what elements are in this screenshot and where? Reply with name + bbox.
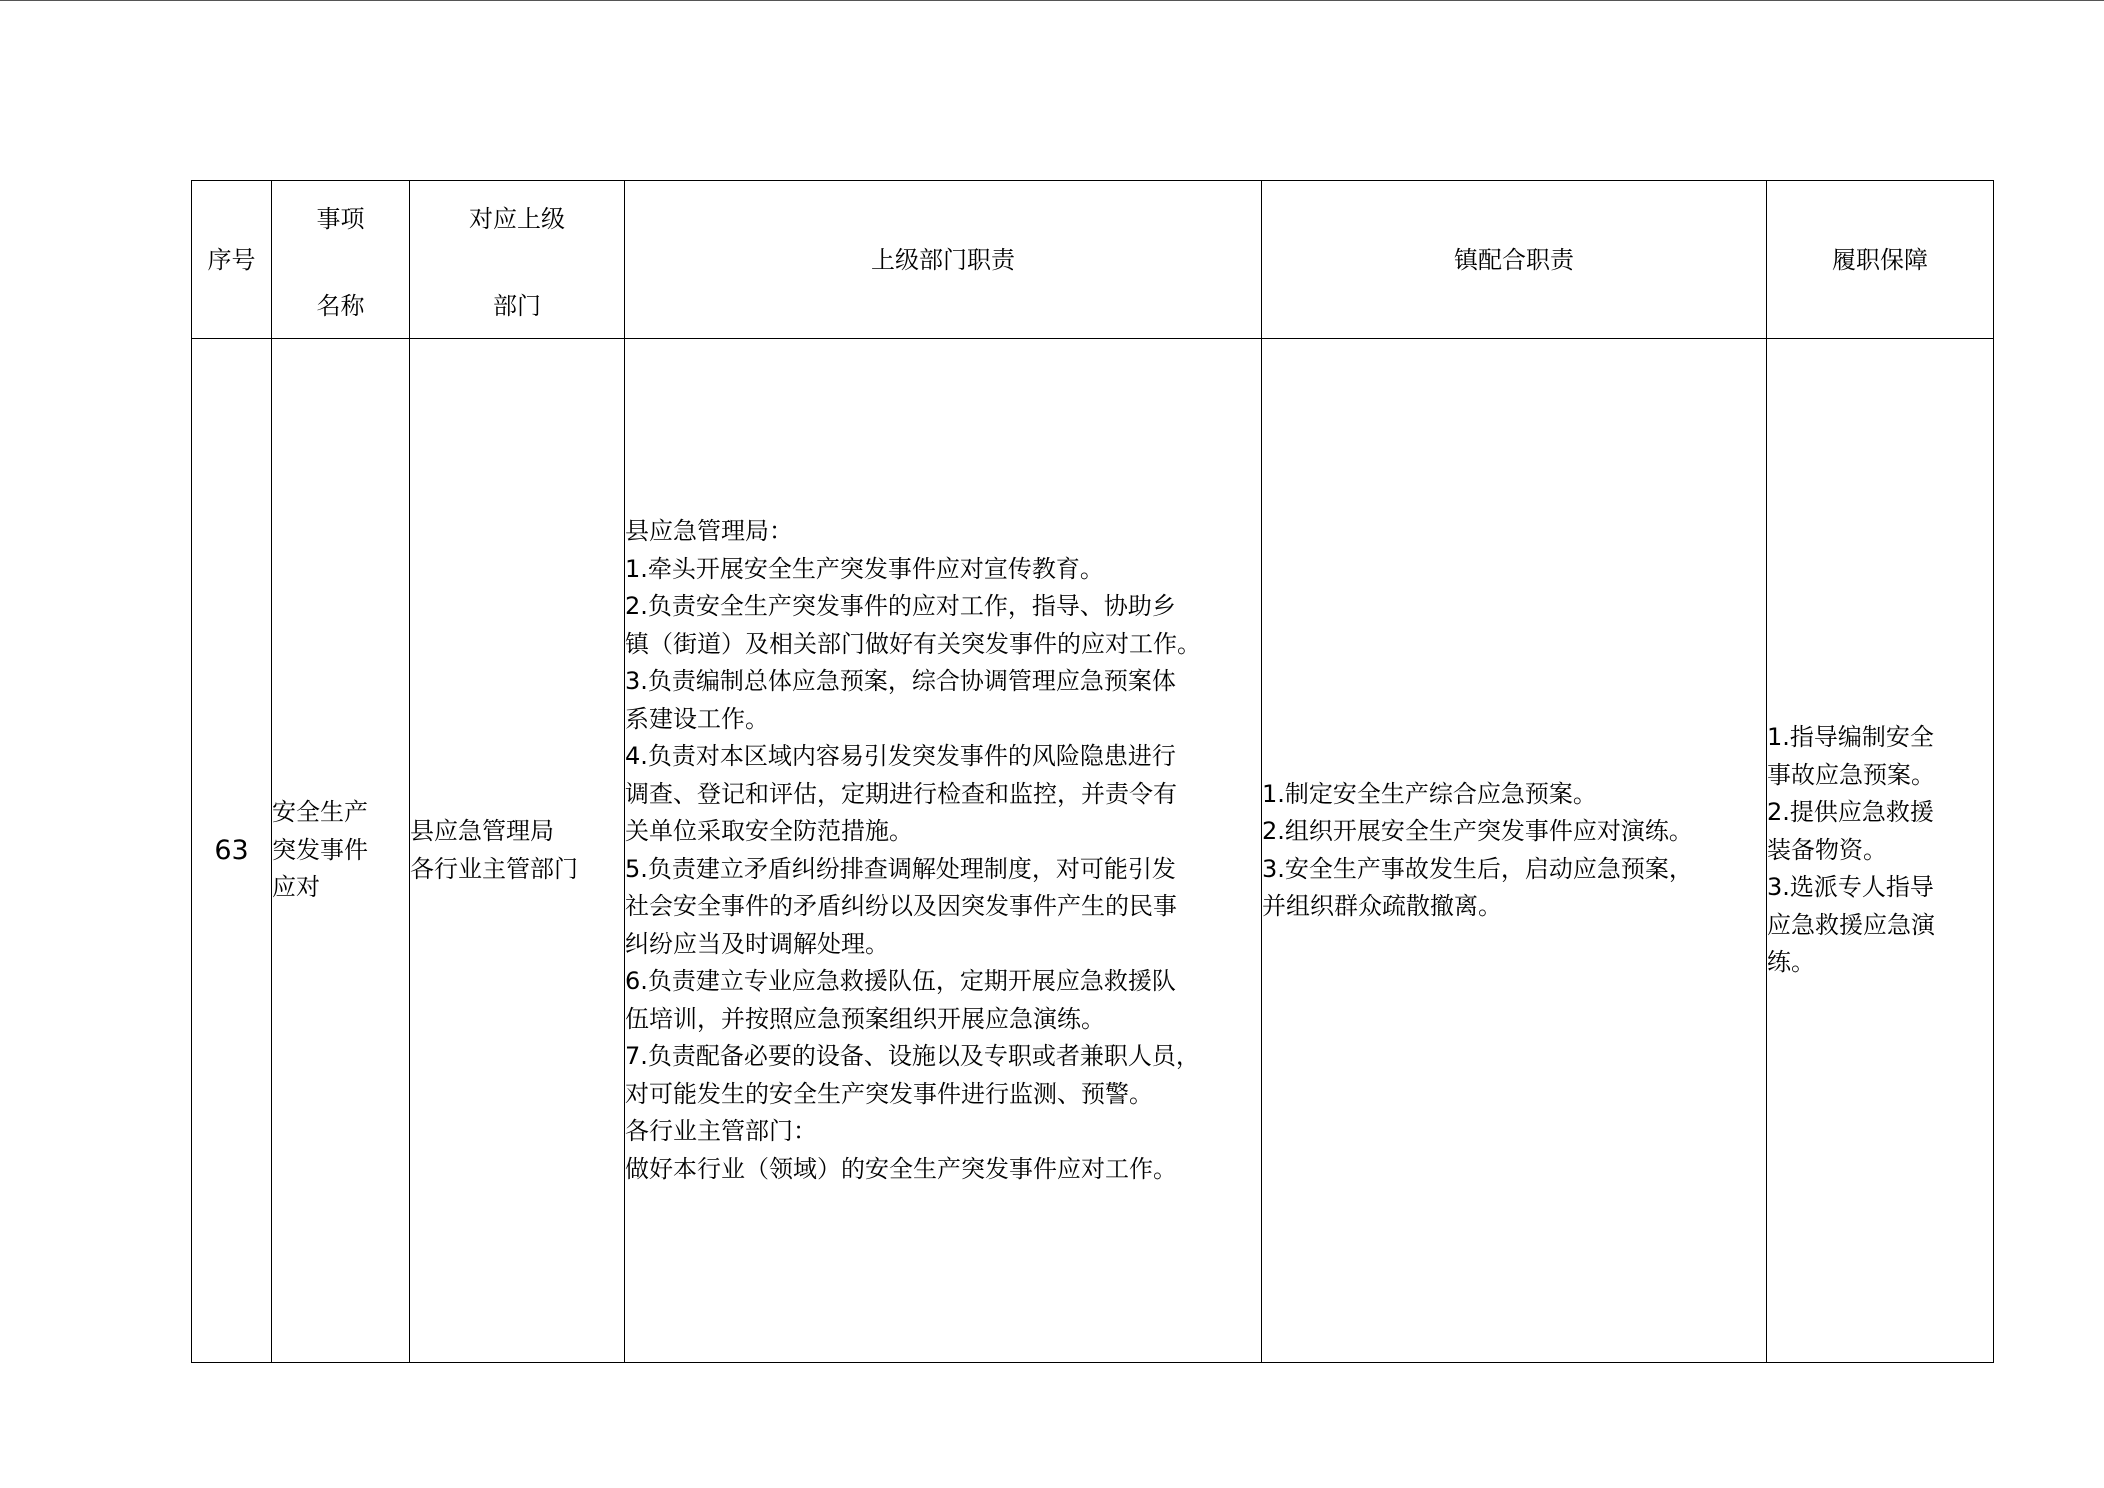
header-dept-line1: 对应上级 — [469, 204, 565, 233]
upper-duty-line: 关单位采取安全防范措施。 — [625, 817, 913, 845]
item-name-line: 突发事件 — [272, 835, 368, 864]
header-upper-duties — [625, 181, 1262, 339]
upper-duty-line: 伍培训，并按照应急预案组织开展应急演练。 — [625, 1004, 1105, 1033]
guarantee-line: 装备物资。 — [1767, 835, 1887, 864]
header-item-name-line2: 名称 — [316, 291, 365, 320]
upper-duty-line: 纠纷应当及时调解处理。 — [625, 929, 889, 958]
item-name-line: 安全生产 — [272, 798, 368, 827]
guarantee-line: 2.提供应急救援 — [1767, 798, 1934, 827]
upper-duty-line: 系建设工作。 — [625, 704, 769, 733]
upper-duty-line: 镇（街道）及相关部门做好有关突发事件的应对工作。 — [625, 629, 1201, 658]
header-guarantee — [1767, 181, 1994, 339]
upper-duty-line: 3.负责编制总体应急预案，综合协调管理应急预案体 — [625, 667, 1176, 695]
cell-town-duties — [1262, 339, 1767, 1363]
upper-duty-line: 7.负责配备必要的设备、设施以及专职或者兼职人员， — [625, 1042, 1200, 1070]
upper-duty-line: 调查、登记和评估，定期进行检查和监控，并责令有 — [625, 779, 1177, 808]
upper-duty-line: 2.负责安全生产突发事件的应对工作，指导、协助乡 — [625, 592, 1176, 620]
upper-duty-line: 4.负责对本区域内容易引发突发事件的风险隐患进行 — [625, 742, 1176, 770]
town-duty-line: 并组织群众疏散撤离。 — [1262, 892, 1502, 920]
guarantee-line: 1.指导编制安全 — [1767, 723, 1934, 752]
header-town-duties-label: 镇配合职责 — [1454, 245, 1574, 274]
upper-duty-line: 社会安全事件的矛盾纠纷以及因突发事件产生的民事 — [625, 892, 1177, 920]
upper-duty-line: 对可能发生的安全生产突发事件进行监测、预警。 — [625, 1079, 1153, 1108]
table-row — [192, 339, 1994, 1363]
header-seq-label: 序号 — [207, 245, 256, 274]
dept-line: 县应急管理局 — [410, 817, 554, 845]
guarantee-line: 应急救援应急演 — [1767, 910, 1935, 939]
town-duty-line: 3.安全生产事故发生后，启动应急预案， — [1262, 854, 1693, 883]
table-header-row — [192, 181, 1994, 339]
guarantee-line: 练。 — [1767, 948, 1815, 977]
header-item-name — [272, 181, 410, 339]
upper-duty-line: 6.负责建立专业应急救援队伍，定期开展应急救援队 — [625, 967, 1176, 995]
cell-item-name — [272, 339, 410, 1363]
upper-duty-line: 县应急管理局： — [625, 517, 793, 545]
upper-duty-line: 各行业主管部门： — [625, 1117, 817, 1145]
header-dept — [410, 181, 625, 339]
cell-guarantee — [1767, 339, 1994, 1363]
header-seq — [192, 181, 272, 339]
header-dept-line2: 部门 — [493, 291, 541, 320]
guarantee-line: 事故应急预案。 — [1767, 760, 1935, 789]
duty-table — [191, 180, 1994, 1363]
header-town-duties — [1262, 181, 1767, 339]
town-duty-line: 1.制定安全生产综合应急预案。 — [1262, 779, 1597, 808]
guarantee-line: 3.选派专人指导 — [1767, 873, 1934, 902]
upper-duty-line: 5.负责建立矛盾纠纷排查调解处理制度，对可能引发 — [625, 854, 1176, 883]
item-name-line: 应对 — [272, 873, 320, 902]
header-upper-duties-label: 上级部门职责 — [871, 245, 1015, 274]
header-item-name-line1: 事项 — [316, 204, 365, 233]
cell-seq: 63 — [192, 339, 272, 1363]
upper-duty-line: 做好本行业（领域）的安全生产突发事件应对工作。 — [625, 1154, 1177, 1183]
dept-line: 各行业主管部门 — [410, 854, 578, 883]
page-top-rule — [0, 0, 2104, 1]
upper-duty-line: 1.牵头开展安全生产突发事件应对宣传教育。 — [625, 554, 1104, 583]
town-duty-line: 2.组织开展安全生产突发事件应对演练。 — [1262, 817, 1693, 845]
cell-upper-duties — [625, 339, 1262, 1363]
cell-dept — [410, 339, 625, 1363]
header-guarantee-label: 履职保障 — [1832, 245, 1928, 274]
